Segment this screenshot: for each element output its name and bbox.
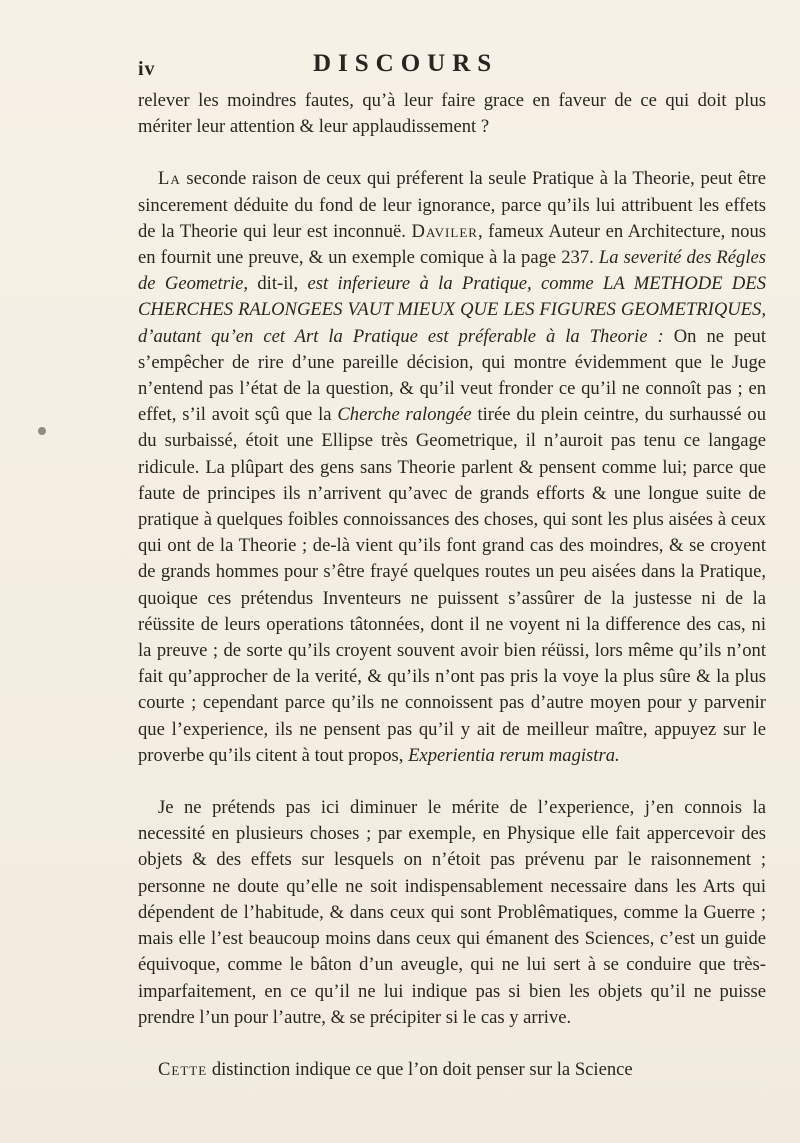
paragraph-4-text: distinction indique ce que l’on doit penser sur la Science — [207, 1058, 633, 1080]
ink-spot-decoration — [38, 427, 46, 435]
paragraph-1-text: relever les moindres fautes, qu’à leur faire grace en faveur de ce qui doit plus mériter leur attention & leur applaudissement ? — [138, 90, 766, 138]
paragraph-2-text: , fameux Auteur en Architecture, nous en fournit une preuve, & un exemple comique à la page 237. — [138, 220, 766, 269]
paragraph-2-opening-word: La — [158, 168, 181, 190]
italic-term: Cherche ralongée — [337, 404, 472, 426]
paragraph-2-text: tirée du plein ceintre, du surhaussé ou du surbaissé, étoit une Ellipse très Geometrique, il n’auroit pas tenu ce langage ridicule. La plûpart des gens sans Theorie parlent & pensent comme lui; parce que faute de principes ils n’arrivent qu’avec de grands efforts & une longue suite de pratique à quelques foibles connoissances des choses, qui sont les plus aisées à ceux qui ont de la Theorie ; de-là vient qu’ils font grand cas des moindres, & se croyent de grands hommes pour s’être frayé quelques routes un peu aisées dans la Pratique, quoique ces prétendus Inventeurs ne puissent s’assûrer de la justesse ni de la réüssite de leurs operations tâtonnées, dont il ne voyent ni la difference des cas, ni la preuve ; de sorte qu’ils croyent souvent avoir bien réüssi, lors même qu’ils n’ont fait qu’approcher de la verité, & qu’ils n’ont pas pris la voye la plus sûre & la plus courte ; cependant parce qu’ils ne connoissent pas d’autre moyen pour y parvenir que l’experience, ils ne pensent pas qu’il y ait de meilleur maître, appuyez sur le proverbe qu’ils citent à tout propos, — [138, 404, 766, 766]
paragraph-1 — [138, 88, 766, 140]
quotation: est inferieure à la Pratique, comme LA METHODE DES CHERCHES RALONGEES VAUT MIEUX QUE LES FIGURES GEOMETRIQUES, d’autant qu’en cet Art la Pratique est préferable à la Theorie : — [138, 273, 766, 347]
paragraph-2-text: seconde raison de ceux qui préferent la seule Pratique à la Theorie, peut être sincerement déduite du fond de leur ignorance, parce qu’ils lui attribuent les effets de la Theorie qui leur est inconnuë. — [138, 168, 766, 242]
running-title: DISCOURS — [313, 50, 499, 77]
latin-proverb: Experientia rerum magistra. — [408, 744, 620, 766]
page-header — [138, 50, 760, 84]
paragraph-3 — [138, 795, 766, 1031]
page-number: iv — [138, 58, 156, 80]
paragraph-2-text: On ne peut s’empêcher de rire d’une pareille décision, qui montre évidemment que le Juge n’entend pas l’état de la question, & qu’il veut fronder ce qu’il ne connoît pas ; en effet, s’il avoit sçû que la — [138, 325, 767, 426]
paragraph-2 — [138, 166, 766, 769]
author-name-daviler: Daviler — [411, 220, 478, 242]
paragraph-4-opening-word: Cette — [158, 1058, 208, 1080]
paragraph-4 — [138, 1057, 766, 1083]
paragraph-2-text: dit-il, — [248, 273, 308, 295]
body-text — [138, 88, 766, 1083]
paragraph-3-text: Je ne prétends pas ici diminuer le mérite de l’experience, j’en connois la necessité en plusieurs choses ; par exemple, en Physique elle fait appercevoir des objets & des effets sur lesquels on n’étoit pas prévenu par le raisonnement ; personne ne doute qu’elle ne soit indispensablement necessaire dans les Arts qui dépendent de l’habitude, & dans ceux qui sont Problêmatiques, comme la Guerre ; mais elle l’est beaucoup moins dans ceux qui émanent des Sciences, c’est un guide équivoque, comme le bâton d’un aveugle, qui ne lui sert à se conduire que très-imparfaitement, en ce qu’il ne lui indique pas si bien les objets qu’il ne puisse prendre l’un pour l’autre, & se précipiter si le cas y arrive. — [138, 797, 766, 1028]
quoted-title: La severité des Régles de Geometrie, — [138, 247, 766, 295]
